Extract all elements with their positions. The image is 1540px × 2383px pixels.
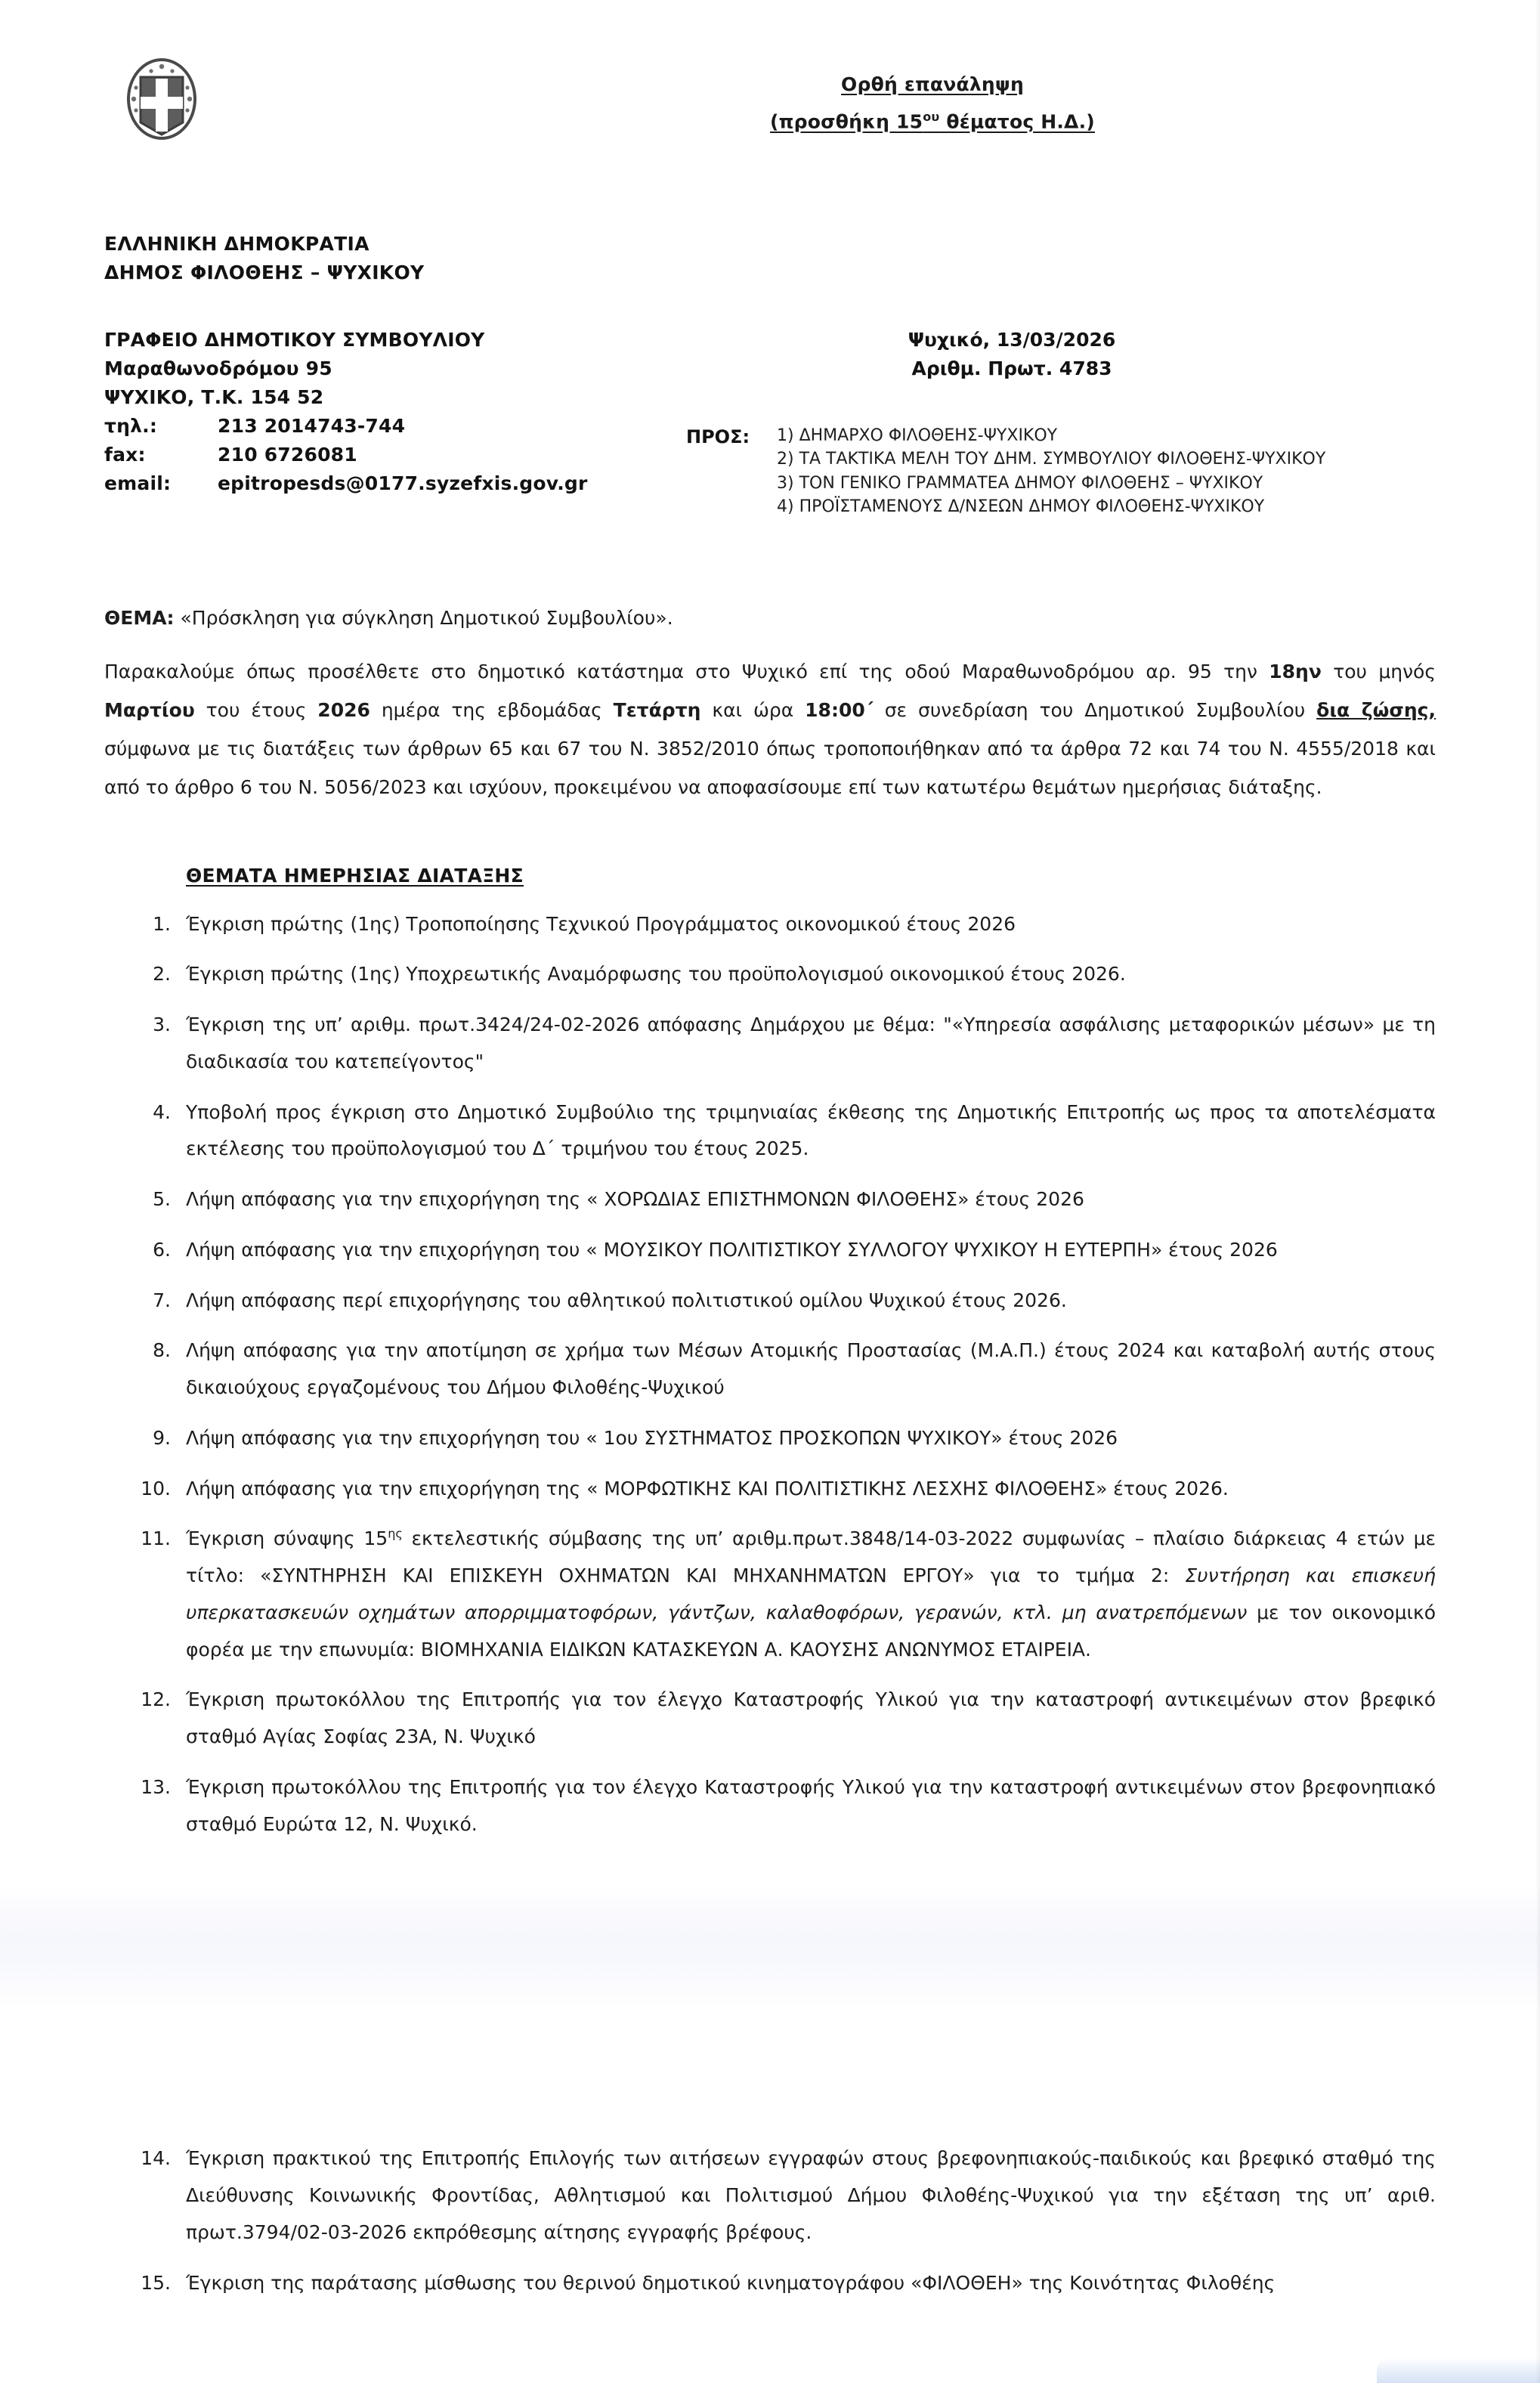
agenda-item xyxy=(104,956,1436,993)
recipients-list xyxy=(777,425,1436,519)
agenda-item-text: Υποβολή προς έγκριση στο Δημοτικό Συμβούλιο της τριμηνιαίας έκθεσης της Δημοτικής Επιτροπής ως προς τα αποτελέσματα εκτέλεσης του προϋπολογισμού του Δ΄ τριμήνου του έτους 2025. xyxy=(186,1100,1436,1160)
agenda-item xyxy=(104,1682,1436,1756)
agenda-item-text: Λήψη απόφασης για την επιχορήγηση της « ΜΟΡΦΩΤΙΚΗΣ ΚΑΙ ΠΟΛΙΤΙΣΤΙΚΗΣ ΛΕΣΧΗΣ ΦΙΛΟΘΕΗΣ» έτους 2026. xyxy=(186,1477,1229,1499)
agenda-item-number: 9. xyxy=(153,1426,171,1449)
agenda-item-number: 2. xyxy=(153,963,171,986)
agenda-item-text: Λήψη απόφασης για την επιχορήγηση του « ΜΟΥΣΙΚΟΥ ΠΟΛΙΤΙΣΤΙΚΟΥ ΣΥΛΛΟΓΟΥ ΨΥΧΙΚΟΥ Η ΕΥΤΕΡΠΗ» έτους 2026 xyxy=(186,1238,1278,1261)
agenda-item-number: 13. xyxy=(141,1775,171,1798)
authority-line-1: ΕΛΛΗΝΙΚΗ ΔΗΜΟΚΡΑΤΙΑ xyxy=(104,233,370,255)
recipient-item: 1) ΔΗΜΑΡΧΟ ΦΙΛΟΘΕΗΣ-ΨΥΧΙΚΟΥ xyxy=(777,426,1058,445)
intro-paragraph xyxy=(104,652,1436,807)
agenda-item-text: Λήψη απόφασης για την αποτίμηση σε χρήμα των Μέσων Ατομικής Προστασίας (Μ.Α.Π.) έτους 2024 και καταβολή αυτής στους δικαιούχους εργαζομένους του Δήμου Φιλοθέης-Ψυχικού xyxy=(186,1339,1436,1398)
intro-day: 18ην xyxy=(1269,660,1322,682)
agenda-item xyxy=(104,1007,1436,1081)
agenda-item-number: 15. xyxy=(141,2271,171,2294)
fax-label: fax: xyxy=(104,444,146,466)
agenda-item xyxy=(104,2265,1436,2302)
intro-part-2: του μηνός xyxy=(1321,660,1436,682)
page-break-separator xyxy=(0,1886,1540,2007)
intro-part-5: και ώρα xyxy=(700,698,806,721)
recipient-item: 2) ΤΑ ΤΑΚΤΙΚΑ ΜΕΛΗ ΤΟΥ ΔΗΜ. ΣΥΜΒΟΥΛΙΟΥ ΦΙΛΟΘΕΗΣ-ΨΥΧΙΚΟΥ xyxy=(777,450,1326,469)
agenda-item-number: 3. xyxy=(153,1014,171,1035)
correction-notice xyxy=(429,53,1436,134)
correction-line-2-post: θέματος Η.Δ.) xyxy=(939,110,1095,133)
correction-line-2-sup: ου xyxy=(923,110,940,125)
subject-line xyxy=(104,604,1436,633)
agenda-item-number: 4. xyxy=(153,1100,171,1123)
protocol-number: Αριθμ. Πρωτ. 4783 xyxy=(911,357,1112,379)
correction-line-2-pre: (προσθήκη 15 xyxy=(770,110,923,133)
correction-line-1: Ορθή επανάληψη xyxy=(841,73,1024,95)
email-label: email: xyxy=(104,472,172,494)
subject-text: «Πρόσκληση για σύγκληση Δημοτικού Συμβουλίου». xyxy=(180,607,673,629)
item11-italic-scope: Συντήρηση και επισκευή υπερκατασκευών οχημάτων απορριμματοφόρων, γάντζων, καλαθοφόρων, γερανών, κτλ. μη ανατρεπόμενων xyxy=(186,1564,1436,1623)
date-block xyxy=(686,326,1436,382)
agenda-item-text xyxy=(186,1521,1436,1668)
agenda-list-page-1 xyxy=(104,906,1436,1843)
agenda-item xyxy=(104,1094,1436,1168)
phone-label: τηλ.: xyxy=(104,415,158,437)
agenda-item xyxy=(104,1232,1436,1269)
agenda-item-text: Έγκριση πρώτης (1ης) Τροποποίησης Τεχνικού Προγράμματος οικονομικού έτους 2026 xyxy=(186,912,1016,935)
masthead xyxy=(104,53,1436,204)
office-fax-line xyxy=(104,441,679,469)
agenda-item xyxy=(104,1769,1436,1843)
subject-label: ΘΕΜΑ: xyxy=(104,607,175,629)
email-value[interactable]: epitropesds@0177.syzefxis.gov.gr xyxy=(218,472,588,494)
agenda-item xyxy=(104,1420,1436,1457)
greek-republic-emblem-icon xyxy=(119,53,204,145)
agenda-item-number: 5. xyxy=(153,1188,171,1210)
agenda-item-number: 10. xyxy=(141,1477,171,1499)
place-and-date: Ψυχικό, 13/03/2026 xyxy=(908,329,1116,351)
agenda-item-text: Έγκριση πρωτοκόλλου της Επιτροπής για τον έλεγχο Καταστροφής Υλικού για την καταστροφή αντικειμένων στον βρεφικό σταθμό Αγίας Σοφίας 23Α, Ν. Ψυχικό xyxy=(186,1688,1436,1747)
intro-mode: δια ζώσης, xyxy=(1316,698,1436,721)
office-contact-block xyxy=(104,326,679,498)
agenda-item-number: 7. xyxy=(153,1289,171,1311)
issuing-authority xyxy=(104,230,1436,286)
agenda-heading: ΘΕΜΑΤΑ ΗΜΕΡΗΣΙΑΣ ΔΙΑΤΑΞΗΣ xyxy=(186,864,524,887)
intro-month: Μαρτίου xyxy=(104,698,195,721)
intro-part-7: σύμφωνα με τις διατάξεις των άρθρων 65 και 67 του Ν. 3852/2010 όπως τροποποιήθηκαν από τα άρθρα 72 και 74 του Ν. 4555/2018 και από το άρθρο 6 του Ν. 5056/2023 και ισχύουν, προκειμένου να αποφασίσουμε επί των κατωτέρω θεμάτων ημερήσιας διάταξης. xyxy=(104,738,1436,799)
recipients-block xyxy=(686,425,1436,519)
phone-value: 213 2014743-744 xyxy=(218,415,406,437)
agenda-item-number: 8. xyxy=(153,1339,171,1362)
page-edge-shadow xyxy=(1535,0,1540,2383)
intro-part-3: του έτους xyxy=(194,698,318,721)
intro-part-1: Παρακαλούμε όπως προσέλθετε στο δημοτικό κατάστημα στο Ψυχικό επί της οδού Μαραθωνοδρόμου αρ. 95 την xyxy=(104,660,1269,682)
agenda-list-page-2 xyxy=(104,2140,1436,2301)
agenda-item-text: Έγκριση της υπ’ αριθμ. πρωτ.3424/24-02-2026 απόφασης Δημάρχου με θέμα: "«Υπηρεσία ασφάλισης μεταφορικών μέσων» με τη διαδικασία του κατεπείγοντος" xyxy=(186,1014,1436,1072)
authority-line-2: ΔΗΜΟΣ ΦΙΛΟΘΕΗΣ – ΨΥΧΙΚΟΥ xyxy=(104,261,425,283)
letterhead-info-row xyxy=(104,326,1436,519)
date-and-recipients xyxy=(679,326,1436,519)
office-street: Μαραθωνοδρόμου 95 xyxy=(104,357,332,379)
intro-part-4: ημέρα της εβδομάδας xyxy=(370,698,614,721)
agenda-item-text: Έγκριση πρακτικού της Επιτροπής Επιλογής των αιτήσεων εγγραφών στους βρεφονηπιακούς-παιδικούς και βρεφικό σταθμό της Διεύθυνσης Κοινωνικής Φροντίδας, Αθλητισμού και Πολιτισμού Δήμου Φιλοθέης-Ψυχικού για την εξέταση της υπ’ αριθ. πρωτ.3794/02-03-2026 εκπρόθεσμης αίτησης εγγραφής βρέφους. xyxy=(186,2147,1436,2243)
office-title: ΓΡΑΦΕΙΟ ΔΗΜΟΤΙΚΟΥ ΣΥΜΒΟΥΛΙΟΥ xyxy=(104,329,485,351)
recipient-item: 4) ΠΡΟΪΣΤΑΜΕΝΟΥΣ Δ/ΝΣΕΩΝ ΔΗΜΟΥ ΦΙΛΟΘΕΗΣ-ΨΥΧΙΚΟΥ xyxy=(777,497,1265,516)
agenda-item-text: Λήψη απόφασης για την επιχορήγηση του « 1ου ΣΥΣΤΗΜΑΤΟΣ ΠΡΟΣΚΟΠΩΝ ΨΥΧΙΚΟΥ» έτους 2026 xyxy=(186,1426,1118,1449)
office-phone-line xyxy=(104,412,679,441)
intro-year: 2026 xyxy=(317,698,370,721)
intro-part-6: σε συνεδρίαση του Δημοτικού Συμβουλίου xyxy=(873,698,1317,721)
agenda-item xyxy=(104,1332,1436,1407)
agenda-item-number: 14. xyxy=(141,2147,171,2170)
viewer-corner-control[interactable] xyxy=(1377,2357,1540,2383)
recipient-item: 3) ΤΟΝ ΓΕΝΙΚΟ ΓΡΑΜΜΑΤΕΑ ΔΗΜΟΥ ΦΙΛΟΘΕΗΣ – ΨΥΧΙΚΟΥ xyxy=(777,473,1263,493)
item11-part-1-post: εκτελεστικής σύμβασης της υπ’ αριθμ.πρωτ.3848/14-03-2022 συμφωνίας – πλαίσιο διάρκειας 4 ετών με τίτλο: «ΣΥΝΤΗΡΗΣΗ ΚΑΙ ΕΠΙΣΚΕΥΗ ΟΧΗΜΑΤΩΝ ΚΑΙ ΜΗΧΑΝΗΜΑΤΩΝ ΕΡΓΟΥ» για το τμήμα 2: xyxy=(186,1527,1436,1586)
item11-part-2: με τον οικονομικό φορέα με την επωνυμία: ΒΙΟΜΗΧΑΝΙΑ ΕΙΔΙΚΩΝ ΚΑΤΑΣΚΕΥΩΝ Α. ΚΑΟΥΣΗΣ ΑΝΩΝΥΜΟΣ ΕΤΑΙΡΕΙΑ. xyxy=(186,1601,1436,1660)
intro-weekday: Τετάρτη xyxy=(613,698,701,721)
intro-time: 18:00΄ xyxy=(805,698,874,721)
agenda-item xyxy=(104,2140,1436,2251)
recipients-label: ΠΡΟΣ: xyxy=(686,426,750,447)
agenda-item-number: 1. xyxy=(153,912,171,935)
document-sheet-2 xyxy=(0,2007,1540,2360)
agenda-item-text: Λήψη απόφασης για την επιχορήγηση της « ΧΟΡΩΔΙΑΣ ΕΠΙΣΤΗΜΟΝΩΝ ΦΙΛΟΘΕΗΣ» έτους 2026 xyxy=(186,1188,1084,1210)
fax-value: 210 6726081 xyxy=(218,444,357,466)
agenda-item xyxy=(104,906,1436,943)
item11-part-1-pre: Έγκριση σύναψης 15 xyxy=(186,1527,388,1550)
office-city-postcode: ΨΥΧΙΚΟ, Τ.Κ. 154 52 xyxy=(104,386,324,408)
agenda-item-number: 12. xyxy=(141,1688,171,1711)
agenda-item-text: Λήψη απόφασης περί επιχορήγησης του αθλητικού πολιτιστικού ομίλου Ψυχικού έτους 2026. xyxy=(186,1289,1067,1311)
agenda-item-text: Έγκριση πρωτοκόλλου της Επιτροπής για τον έλεγχο Καταστροφής Υλικού για την καταστροφή αντικειμένων στον βρεφονηπιακό σταθμό Ευρώτα 12, Ν. Ψυχικό. xyxy=(186,1775,1436,1835)
office-email-line xyxy=(104,469,679,498)
agenda-item-number: 6. xyxy=(153,1238,171,1261)
agenda-item xyxy=(104,1181,1436,1218)
agenda-item xyxy=(104,1521,1436,1668)
agenda-item-number: 11. xyxy=(141,1527,171,1550)
agenda-item xyxy=(104,1283,1436,1320)
correction-line-2 xyxy=(770,110,1095,134)
agenda-item-text: Έγκριση πρώτης (1ης) Υποχρεωτικής Αναμόρφωσης του προϋπολογισμού οικονομικού έτους 2026. xyxy=(186,963,1126,986)
item11-ordinal-sup: ης xyxy=(388,1526,403,1541)
agenda-item xyxy=(104,1471,1436,1508)
agenda-item-text: Έγκριση της παράτασης μίσθωσης του θερινού δημοτικού κινηματογράφου «ΦΙΛΟΘΕΗ» της Κοινότητας Φιλοθέης xyxy=(186,2271,1276,2294)
